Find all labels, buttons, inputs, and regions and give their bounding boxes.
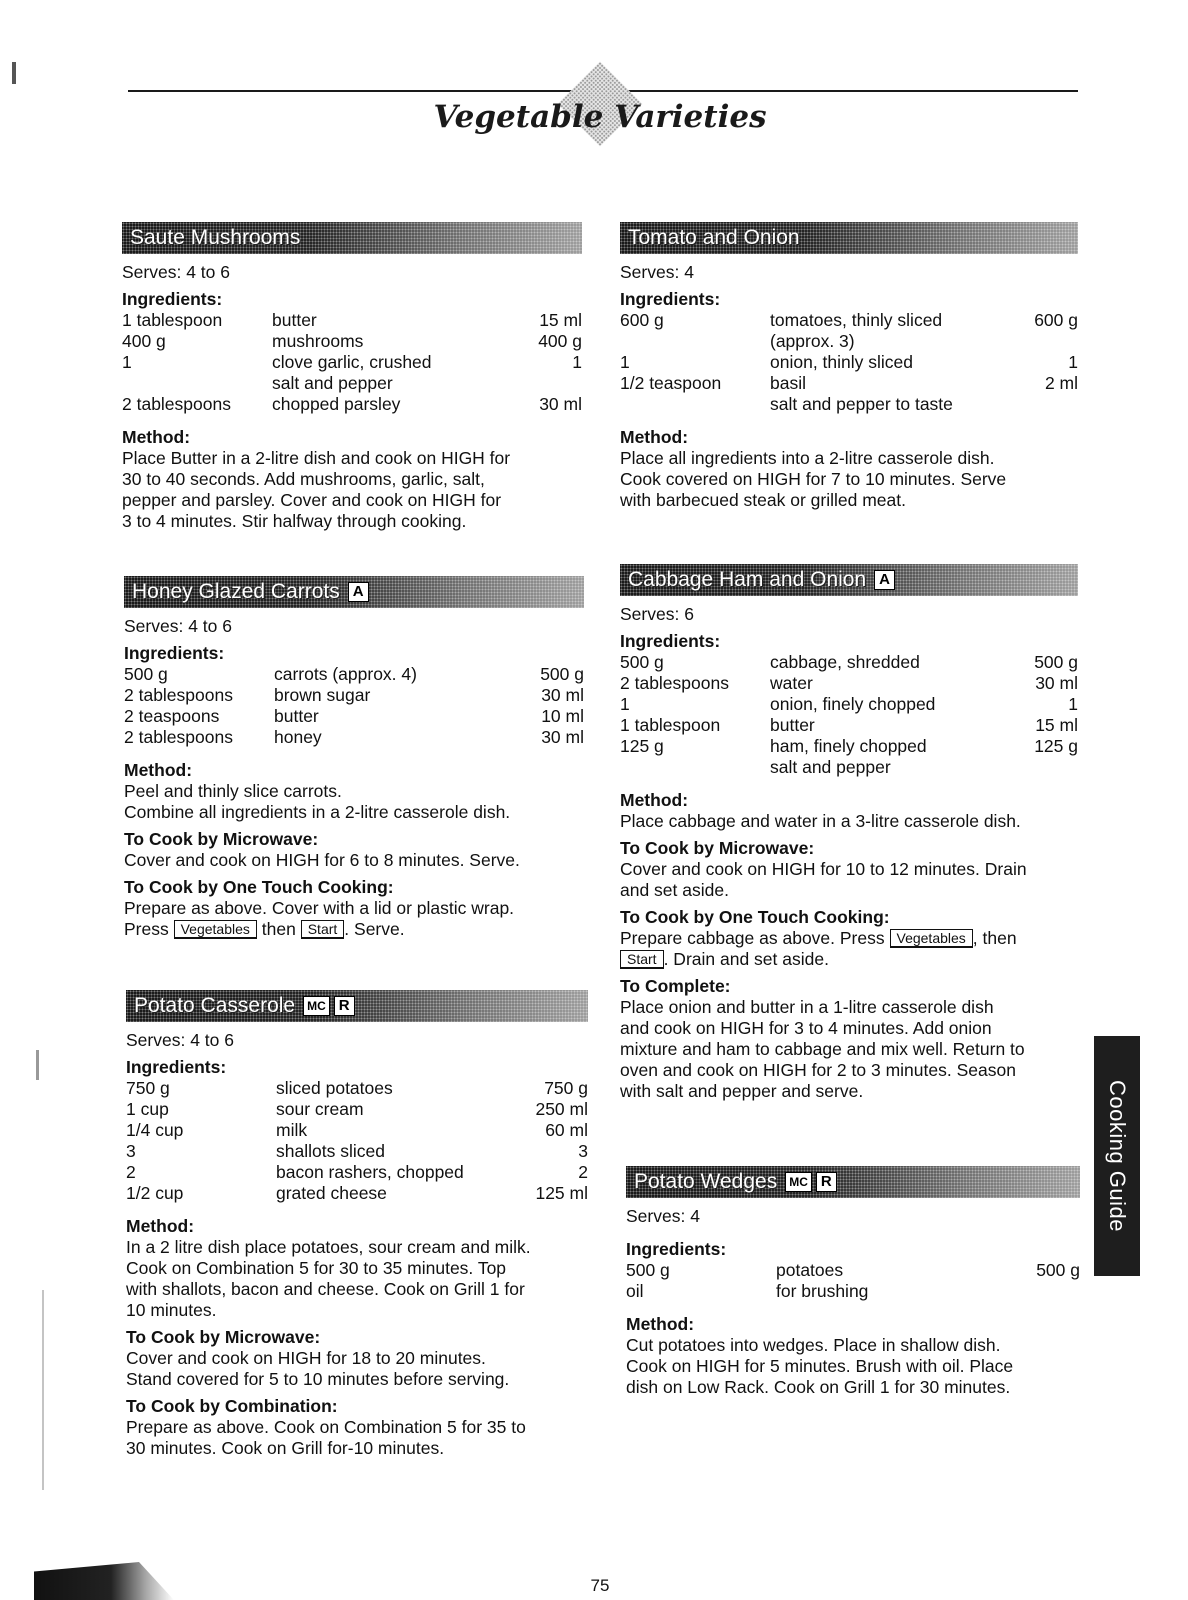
recipe-banner xyxy=(626,1166,1080,1198)
ingredients-label: Ingredients: xyxy=(124,643,225,663)
scan-speck xyxy=(12,62,16,84)
rack-badge: R xyxy=(816,1172,837,1192)
recipe-potato-casserole xyxy=(126,990,588,1459)
recipe-saute-mushrooms xyxy=(122,222,582,532)
ingredient-row: 1/2 cup grated cheese 125 ml xyxy=(126,1183,588,1203)
recipe-banner xyxy=(124,576,584,608)
method-text: Place Butter in a 2-litre dish and cook on HIGH for 30 to 40 seconds. Add mushrooms, garlic, salt, pepper and parsley. Cover and cook on HIGH for 3 to 4 minutes. Stir halfway through cooking. xyxy=(122,448,511,531)
serves-text: Serves: 6 xyxy=(620,604,694,624)
complete-label: To Complete: xyxy=(620,976,731,996)
one-touch-label: To Cook by One Touch Cooking: xyxy=(124,877,394,897)
recipe-title: Saute Mushrooms xyxy=(130,226,301,249)
ingredient-row: 400 g mushrooms 400 g xyxy=(122,331,582,351)
method-text: Place all ingredients into a 2-litre casserole dish. Cook covered on HIGH for 7 to 10 minutes. Serve with barbecued steak or grilled meat. xyxy=(620,448,1007,510)
ingredient-row: 500 g potatoes 500 g xyxy=(626,1260,1080,1280)
ingredient-row: 2 tablespoons honey 30 ml xyxy=(124,727,584,747)
recipe-banner xyxy=(620,222,1078,254)
recipe-title: Potato Wedges xyxy=(634,1170,778,1193)
microwave-label: To Cook by Microwave: xyxy=(126,1327,321,1347)
ingredient-row: 750 g sliced potatoes 750 g xyxy=(126,1078,588,1098)
method-label: Method: xyxy=(124,760,193,780)
cooking-guide-tab xyxy=(1094,1036,1140,1276)
ingredients-label: Ingredients: xyxy=(126,1057,227,1077)
recipe-honey-glazed-carrots xyxy=(124,576,584,940)
microwave-label: To Cook by Microwave: xyxy=(620,838,815,858)
auto-badge: A xyxy=(348,582,369,602)
recipe-potato-wedges xyxy=(626,1166,1080,1398)
recipe-title: Tomato and Onion xyxy=(628,226,800,249)
ingredients-table xyxy=(126,1078,588,1204)
ingredient-row: 600 g tomatoes, thinly sliced 600 g xyxy=(620,310,1078,330)
method-text: Place cabbage and water in a 3-litre casserole dish. xyxy=(620,811,1021,831)
ingredient-row: 2 tablespoons brown sugar 30 ml xyxy=(124,685,584,705)
rack-badge: R xyxy=(334,996,355,1016)
recipe-title: Cabbage Ham and Onion xyxy=(628,568,867,591)
ingredient-row: salt and pepper xyxy=(272,373,393,393)
combination-text: Prepare as above. Cook on Combination 5 for 35 to 30 minutes. Cook on Grill for-10 minutes. xyxy=(126,1417,526,1458)
start-key: Start xyxy=(301,920,345,939)
ingredients-label: Ingredients: xyxy=(620,289,721,309)
ingredient-row: 1/2 teaspoon basil 2 ml xyxy=(620,373,1078,393)
ingredient-row: (approx. 3) xyxy=(770,331,855,351)
method-label: Method: xyxy=(620,790,689,810)
ingredient-row: 3 shallots sliced 3 xyxy=(126,1141,588,1161)
microwave-text: Cover and cook on HIGH for 6 to 8 minutes. Serve. xyxy=(124,850,520,870)
ingredients-label: Ingredients: xyxy=(122,289,223,309)
scan-shadow xyxy=(34,1562,174,1600)
ingredients-label: Ingredients: xyxy=(626,1239,727,1259)
mc-badge: MC xyxy=(303,996,330,1016)
ingredient-row: 2 bacon rashers, chopped 2 xyxy=(126,1162,588,1182)
recipe-banner xyxy=(126,990,588,1022)
method-label: Method: xyxy=(626,1314,695,1334)
serves-text: Serves: 4 xyxy=(620,262,694,282)
recipe-cabbage-ham-and-onion xyxy=(620,564,1078,1102)
ingredient-row: 2 tablespoons chopped parsley 30 ml xyxy=(122,394,582,414)
ingredient-row: salt and pepper to taste xyxy=(770,394,953,414)
ingredient-row: oil for brushing xyxy=(626,1281,869,1301)
microwave-label: To Cook by Microwave: xyxy=(124,829,319,849)
method-label: Method: xyxy=(126,1216,195,1236)
method-text: Peel and thinly slice carrots. Combine all ingredients in a 2-litre casserole dish. xyxy=(124,781,511,822)
method-label: Method: xyxy=(122,427,191,447)
ingredient-row: 1 clove garlic, crushed 1 xyxy=(122,352,582,372)
ingredient-row: 500 g cabbage, shredded 500 g xyxy=(620,652,1078,672)
ingredients-table xyxy=(620,310,1078,415)
scan-speck xyxy=(36,1050,39,1080)
recipe-tomato-and-onion xyxy=(620,222,1078,511)
page-number: 75 xyxy=(590,1576,610,1595)
method-text: In a 2 litre dish place potatoes, sour cream and milk. Cook on Combination 5 for 30 to 35 minutes. Top with shallots, bacon and cheese. Cook on Grill 1 for 10 minutes. xyxy=(126,1237,531,1320)
one-touch-text: Prepare cabbage as above. Press Vegetables , then Start . Drain and set aside. xyxy=(620,928,1017,969)
serves-text: Serves: 4 to 6 xyxy=(124,616,232,636)
vegetables-key: Vegetables xyxy=(174,920,257,939)
ingredients-label: Ingredients: xyxy=(620,631,721,651)
scan-speck xyxy=(42,1290,44,1490)
ingredients-table xyxy=(626,1260,1080,1302)
ingredient-row: 2 tablespoons water 30 ml xyxy=(620,673,1078,693)
ingredient-row: 1 tablespoon butter 15 ml xyxy=(620,715,1078,735)
cooking-guide-label: Cooking Guide xyxy=(1105,1079,1130,1233)
recipe-title: Potato Casserole xyxy=(134,994,296,1017)
ingredient-row: 500 g carrots (approx. 4) 500 g xyxy=(124,664,584,684)
ingredient-row: 1 onion, thinly sliced 1 xyxy=(620,352,1078,372)
serves-text: Serves: 4 to 6 xyxy=(122,262,230,282)
vegetables-key: Vegetables xyxy=(890,929,973,948)
page-title: Vegetable Varieties xyxy=(433,99,767,135)
combination-label: To Cook by Combination: xyxy=(126,1396,338,1416)
recipe-banner xyxy=(122,222,582,254)
ingredient-row: 125 g ham, finely chopped 125 g xyxy=(620,736,1078,756)
ingredient-row: 2 teaspoons butter 10 ml xyxy=(124,706,584,726)
microwave-text: Cover and cook on HIGH for 18 to 20 minutes. Stand covered for 5 to 10 minutes before serving. xyxy=(126,1348,510,1389)
one-touch-label: To Cook by One Touch Cooking: xyxy=(620,907,890,927)
microwave-text: Cover and cook on HIGH for 10 to 12 minutes. Drain and set aside. xyxy=(620,859,1027,900)
mc-badge: MC xyxy=(785,1172,812,1192)
ingredients-table xyxy=(620,652,1078,778)
serves-text: Serves: 4 xyxy=(626,1206,700,1226)
serves-text: Serves: 4 to 6 xyxy=(126,1030,234,1050)
start-key: Start xyxy=(620,950,664,969)
one-touch-text: Prepare as above. Cover with a lid or plastic wrap. Press Vegetables then Start . Serve. xyxy=(124,898,515,939)
method-text: Cut potatoes into wedges. Place in shallow dish. Cook on HIGH for 5 minutes. Brush with oil. Place dish on Low Rack. Cook on Grill 1 for 30 minutes. xyxy=(626,1335,1014,1397)
ingredient-row: 1 onion, finely chopped 1 xyxy=(620,694,1078,714)
ingredient-row: 1/4 cup milk 60 ml xyxy=(126,1120,588,1140)
complete-text: Place onion and butter in a 1-litre casserole dish and cook on HIGH for 3 to 4 minutes. Add onion mixture and ham to cabbage and mix well. Return to oven and cook on HIGH for 2 to 3 minutes. Season with salt and pepper and serve. xyxy=(620,997,1025,1101)
recipe-title: Honey Glazed Carrots xyxy=(132,580,340,603)
ingredients-table xyxy=(124,664,584,748)
ingredient-row: 1 tablespoon butter 15 ml xyxy=(122,310,582,330)
recipe-banner xyxy=(620,564,1078,596)
ingredients-table xyxy=(122,310,582,415)
ingredient-row: 1 cup sour cream 250 ml xyxy=(126,1099,588,1119)
method-label: Method: xyxy=(620,427,689,447)
auto-badge: A xyxy=(874,570,895,590)
ingredient-row: salt and pepper xyxy=(770,757,891,777)
